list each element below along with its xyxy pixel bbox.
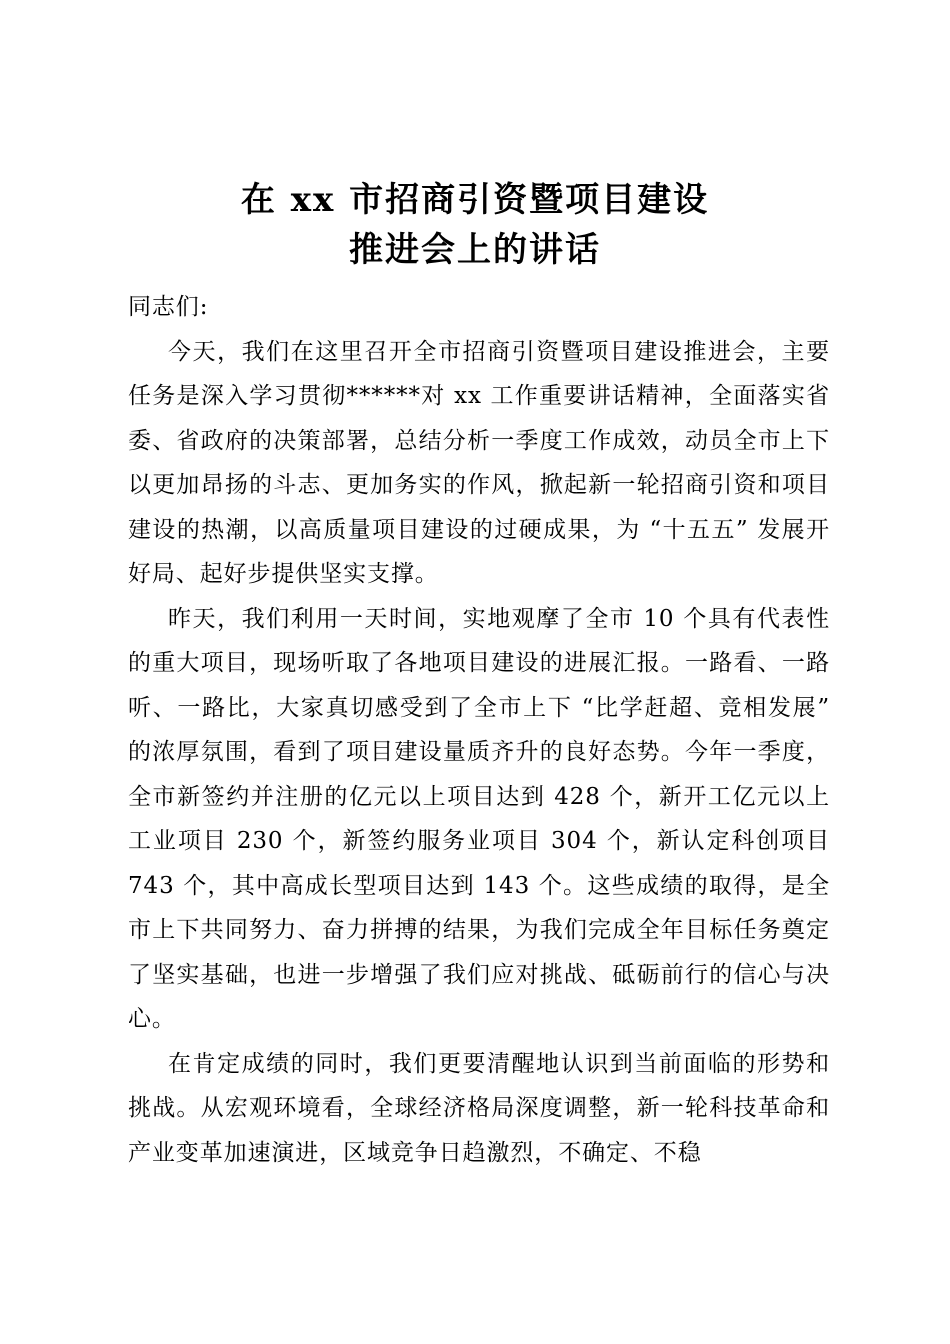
document-title-line-2: 推进会上的讲话 xyxy=(349,230,601,270)
paragraph-1: 今天，我们在这里召开全市招商引资暨项目建设推进会，主要任务是深入学习贯彻******对 xx 工作重要讲话精神，全面落实省委、省政府的决策部署，总结分析一季度工作成效，动员全市上下以更加昂扬的斗志、更加务实的作风，掀起新一轮招商引资和项目建设的热潮，以高质量项目建设的过硬成果，为 “十五五” 发展开好局、起好步提供坚实支撑。 xyxy=(128,338,830,587)
salutation: 同志们: xyxy=(128,294,209,320)
document-body xyxy=(128,285,830,1175)
paragraph-2: 昨天，我们利用一天时间，实地观摩了全市 10 个具有代表性的重大项目，现场听取了各地项目建设的进展汇报。一路看、一路听、一路比，大家真切感受到了全市上下 “比学赶超、竞相发展” 的浓厚氛围，看到了项目建设量质齐升的良好态势。今年一季度，全市新签约并注册的亿元以上项目达到 428 个，新开工亿元以上工业项目 230 个，新签约服务业项目 304 个，新认定科创项目 743 个，其中高成长型项目达到 143 个。这些成绩的取得，是全市上下共同努力、奋力拼搏的结果，为我们完成全年目标任务奠定了坚实基础，也进一步增强了我们应对挑战、砥砺前行的信心与决心。 xyxy=(128,605,830,1032)
document-title-line-1: 在 xx 市招商引资暨项目建设 xyxy=(240,180,710,220)
paragraph-3: 在肯定成绩的同时，我们更要清醒地认识到当前面临的形势和挑战。从宏观环境看，全球经济格局深度调整，新一轮科技革命和产业变革加速演进，区域竞争日趋激烈，不确定、不稳 xyxy=(128,1050,830,1166)
